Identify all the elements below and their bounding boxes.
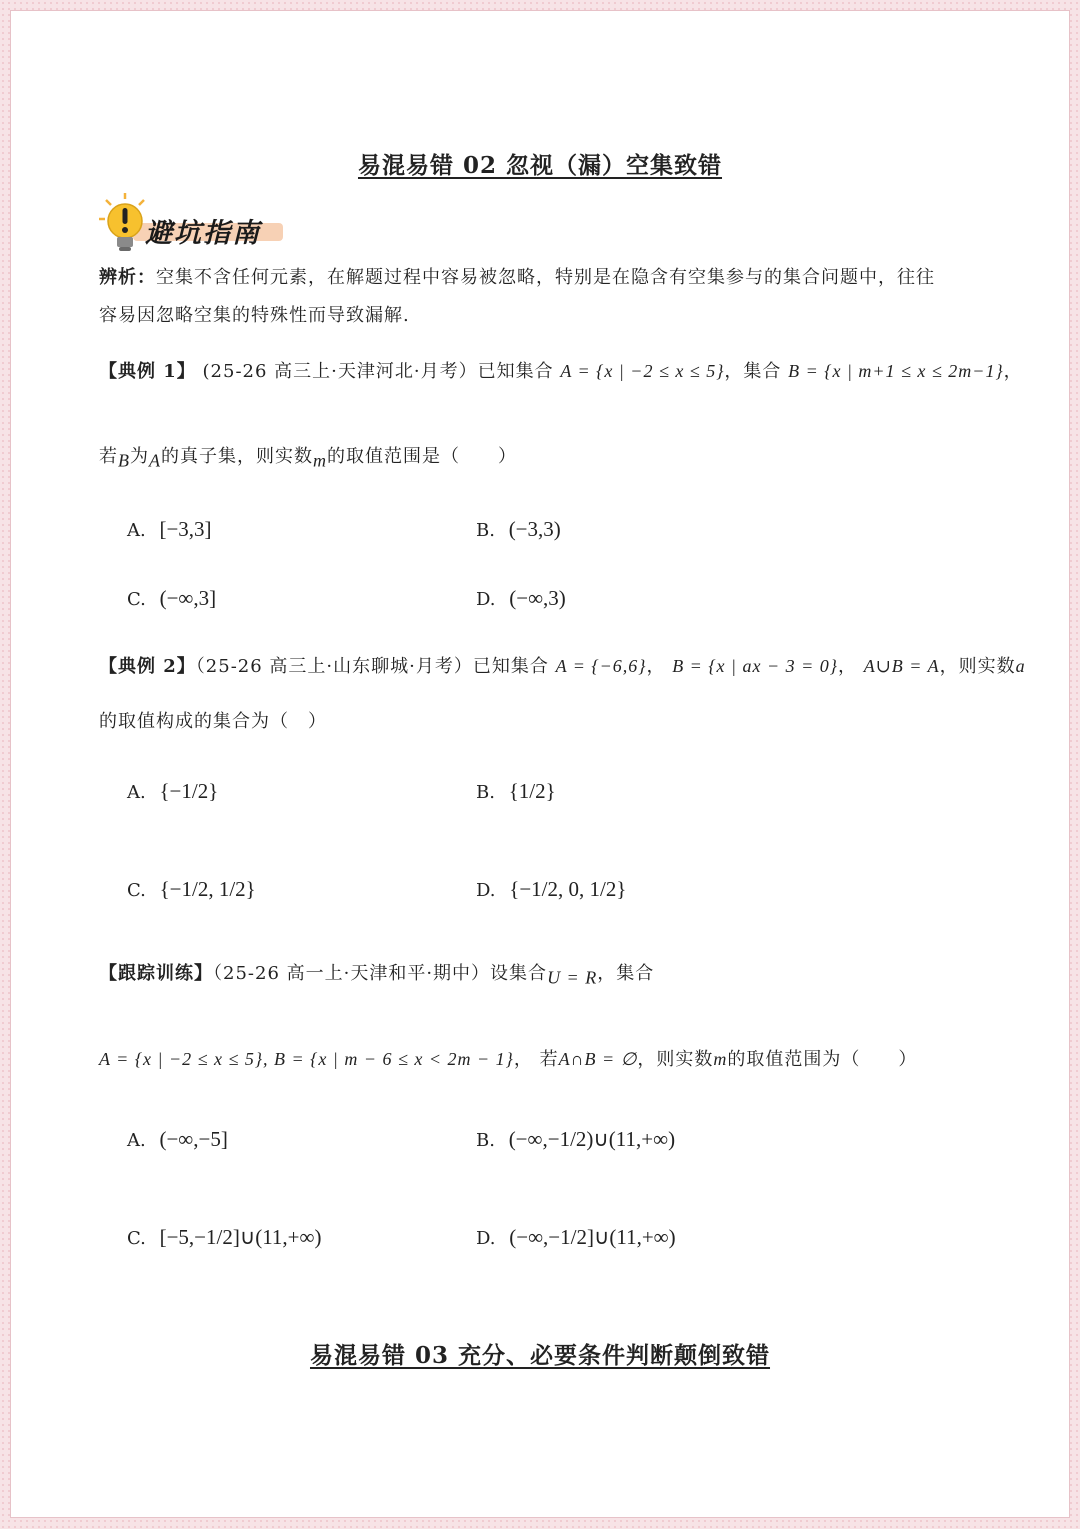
option-letter: C.: [127, 880, 146, 901]
exercise-mid: ，集合: [597, 963, 655, 984]
section-title: 易混易错 02 忽视（漏）空集致错: [357, 152, 723, 179]
text-subset: 的真子集，则实数: [161, 446, 313, 467]
option-value: (−∞,3): [509, 586, 566, 610]
example-2-condition: A∪B = A: [863, 656, 940, 676]
example-2-source: （25-26 高三上·山东聊城·月考）已知集合: [195, 656, 549, 677]
example-2-stem: 【典例 2】（25-26 高三上·山东聊城·月考）已知集合 A = {−6,6}， B = {x | ax − 3 = 0}， A∪B = A，则实数a: [99, 656, 1026, 677]
section-title-2: 易混易错 03 充分、必要条件判断颠倒致错: [309, 1342, 771, 1369]
example-2-set-b: B = {x | ax − 3 = 0}: [672, 656, 838, 676]
example-1-set-b: B = {x | m+1 ≤ x ≤ 2m−1}: [788, 361, 1004, 381]
analysis-line-2: 容易因忽略空集的特殊性而导致漏解.: [99, 305, 410, 326]
text-wei: 为: [130, 446, 149, 467]
option-value: (−∞,3]: [159, 586, 217, 610]
example-1-label: 【典例 1】: [99, 361, 196, 382]
option-letter: A.: [127, 520, 146, 541]
example-1-stem: 【典例 1】 (25-26 高三上·天津河北·月考）已知集合 A = {x | −2 ≤ x ≤ 5}，集合 B = {x | m+1 ≤ x ≤ 2m−1}，: [99, 361, 1023, 382]
option-value: (−∞,−1/2]∪(11,+∞): [509, 1225, 676, 1249]
exercise-stem: [99, 955, 654, 997]
option-value: (−∞,−5]: [159, 1127, 228, 1151]
option-letter: D.: [476, 880, 496, 901]
analysis-label: 辨析：: [99, 267, 156, 288]
option-letter: D.: [476, 589, 496, 610]
example-2-question: 的取值构成的集合为（ ）: [99, 711, 327, 732]
option-value: {−1/2, 0, 1/2}: [509, 877, 627, 901]
option-value: (−∞,−1/2)∪(11,+∞): [508, 1127, 676, 1151]
banner-text: 避坑指南: [145, 218, 261, 249]
text-ruo: 若: [539, 1049, 559, 1070]
ex2-option-b[interactable]: [476, 779, 556, 804]
example-2-tail: ，则实数: [939, 656, 1016, 677]
example-2-label: 【典例 2】: [99, 656, 196, 677]
example-1-mid: ，集合: [724, 361, 782, 382]
var-a: A: [149, 450, 161, 471]
exercise-source: （25-26 高一上·天津和平·期中）设集合: [213, 963, 548, 984]
var-b: B: [118, 450, 130, 471]
exercise-sets: A = {x | −2 ≤ x ≤ 5}, B = {x | m − 6 ≤ x < 2m − 1}: [99, 1049, 514, 1069]
option-letter: B.: [476, 520, 495, 541]
set-u: U = R: [547, 967, 598, 988]
example-1-question: [99, 438, 517, 480]
var-m: m: [713, 1049, 728, 1069]
option-value: (−3,3): [508, 517, 561, 541]
option-letter: C.: [127, 1228, 146, 1249]
ex1-option-d[interactable]: [476, 586, 566, 611]
document-page: [10, 10, 1070, 1518]
ex3-option-d[interactable]: [476, 1225, 676, 1250]
option-letter: D.: [476, 1228, 496, 1249]
option-letter: B.: [476, 1130, 495, 1151]
option-letter: A.: [127, 1130, 146, 1151]
option-value: {−1/2}: [159, 779, 219, 803]
option-value: [−5,−1/2]∪(11,+∞): [159, 1225, 322, 1249]
option-letter: B.: [476, 782, 495, 803]
text-ruo: 若: [99, 446, 118, 467]
option-value: [−3,3]: [159, 517, 212, 541]
ex2-option-c[interactable]: [127, 877, 256, 902]
option-value: {−1/2, 1/2}: [159, 877, 256, 901]
exercise-label: 【跟踪训练】: [99, 963, 213, 984]
pitfall-guide-banner: [99, 193, 299, 263]
exercise-condition: A∩B = ∅: [558, 1049, 638, 1069]
ex3-option-b[interactable]: [476, 1127, 675, 1152]
example-1-set-a: A = {x | −2 ≤ x ≤ 5}: [560, 361, 725, 381]
ex1-option-c[interactable]: [127, 586, 216, 611]
var-a: a: [1015, 656, 1026, 676]
option-value: {1/2}: [508, 779, 556, 803]
option-letter: A.: [127, 782, 146, 803]
option-letter: C.: [127, 589, 146, 610]
example-1-source: (25-26 高三上·天津河北·月考）已知集合: [202, 361, 554, 382]
exercise-question: A = {x | −2 ≤ x ≤ 5}, B = {x | m − 6 ≤ x < 2m − 1}， 若A∩B = ∅，则实数m的取值范围为（ ）: [99, 1049, 918, 1070]
ex3-option-a[interactable]: [127, 1127, 228, 1152]
ex1-option-b[interactable]: [476, 517, 561, 542]
ex1-option-a[interactable]: [127, 517, 212, 542]
exercise-tail-2: 的取值范围为（ ）: [727, 1049, 918, 1070]
ex3-option-c[interactable]: [127, 1225, 322, 1250]
var-m: m: [313, 450, 327, 471]
ex2-option-a[interactable]: [127, 779, 218, 804]
ex2-option-d[interactable]: [476, 877, 626, 902]
exercise-tail-1: ，则实数: [637, 1049, 714, 1070]
text-range: 的取值范围是（ ）: [327, 446, 517, 467]
analysis-line-1: [99, 259, 935, 296]
example-2-set-a: A = {−6,6}: [555, 656, 647, 676]
analysis-text-1: 空集不含任何元素，在解题过程中容易被忽略，特别是在隐含有空集参与的集合问题中，往往: [156, 267, 935, 288]
